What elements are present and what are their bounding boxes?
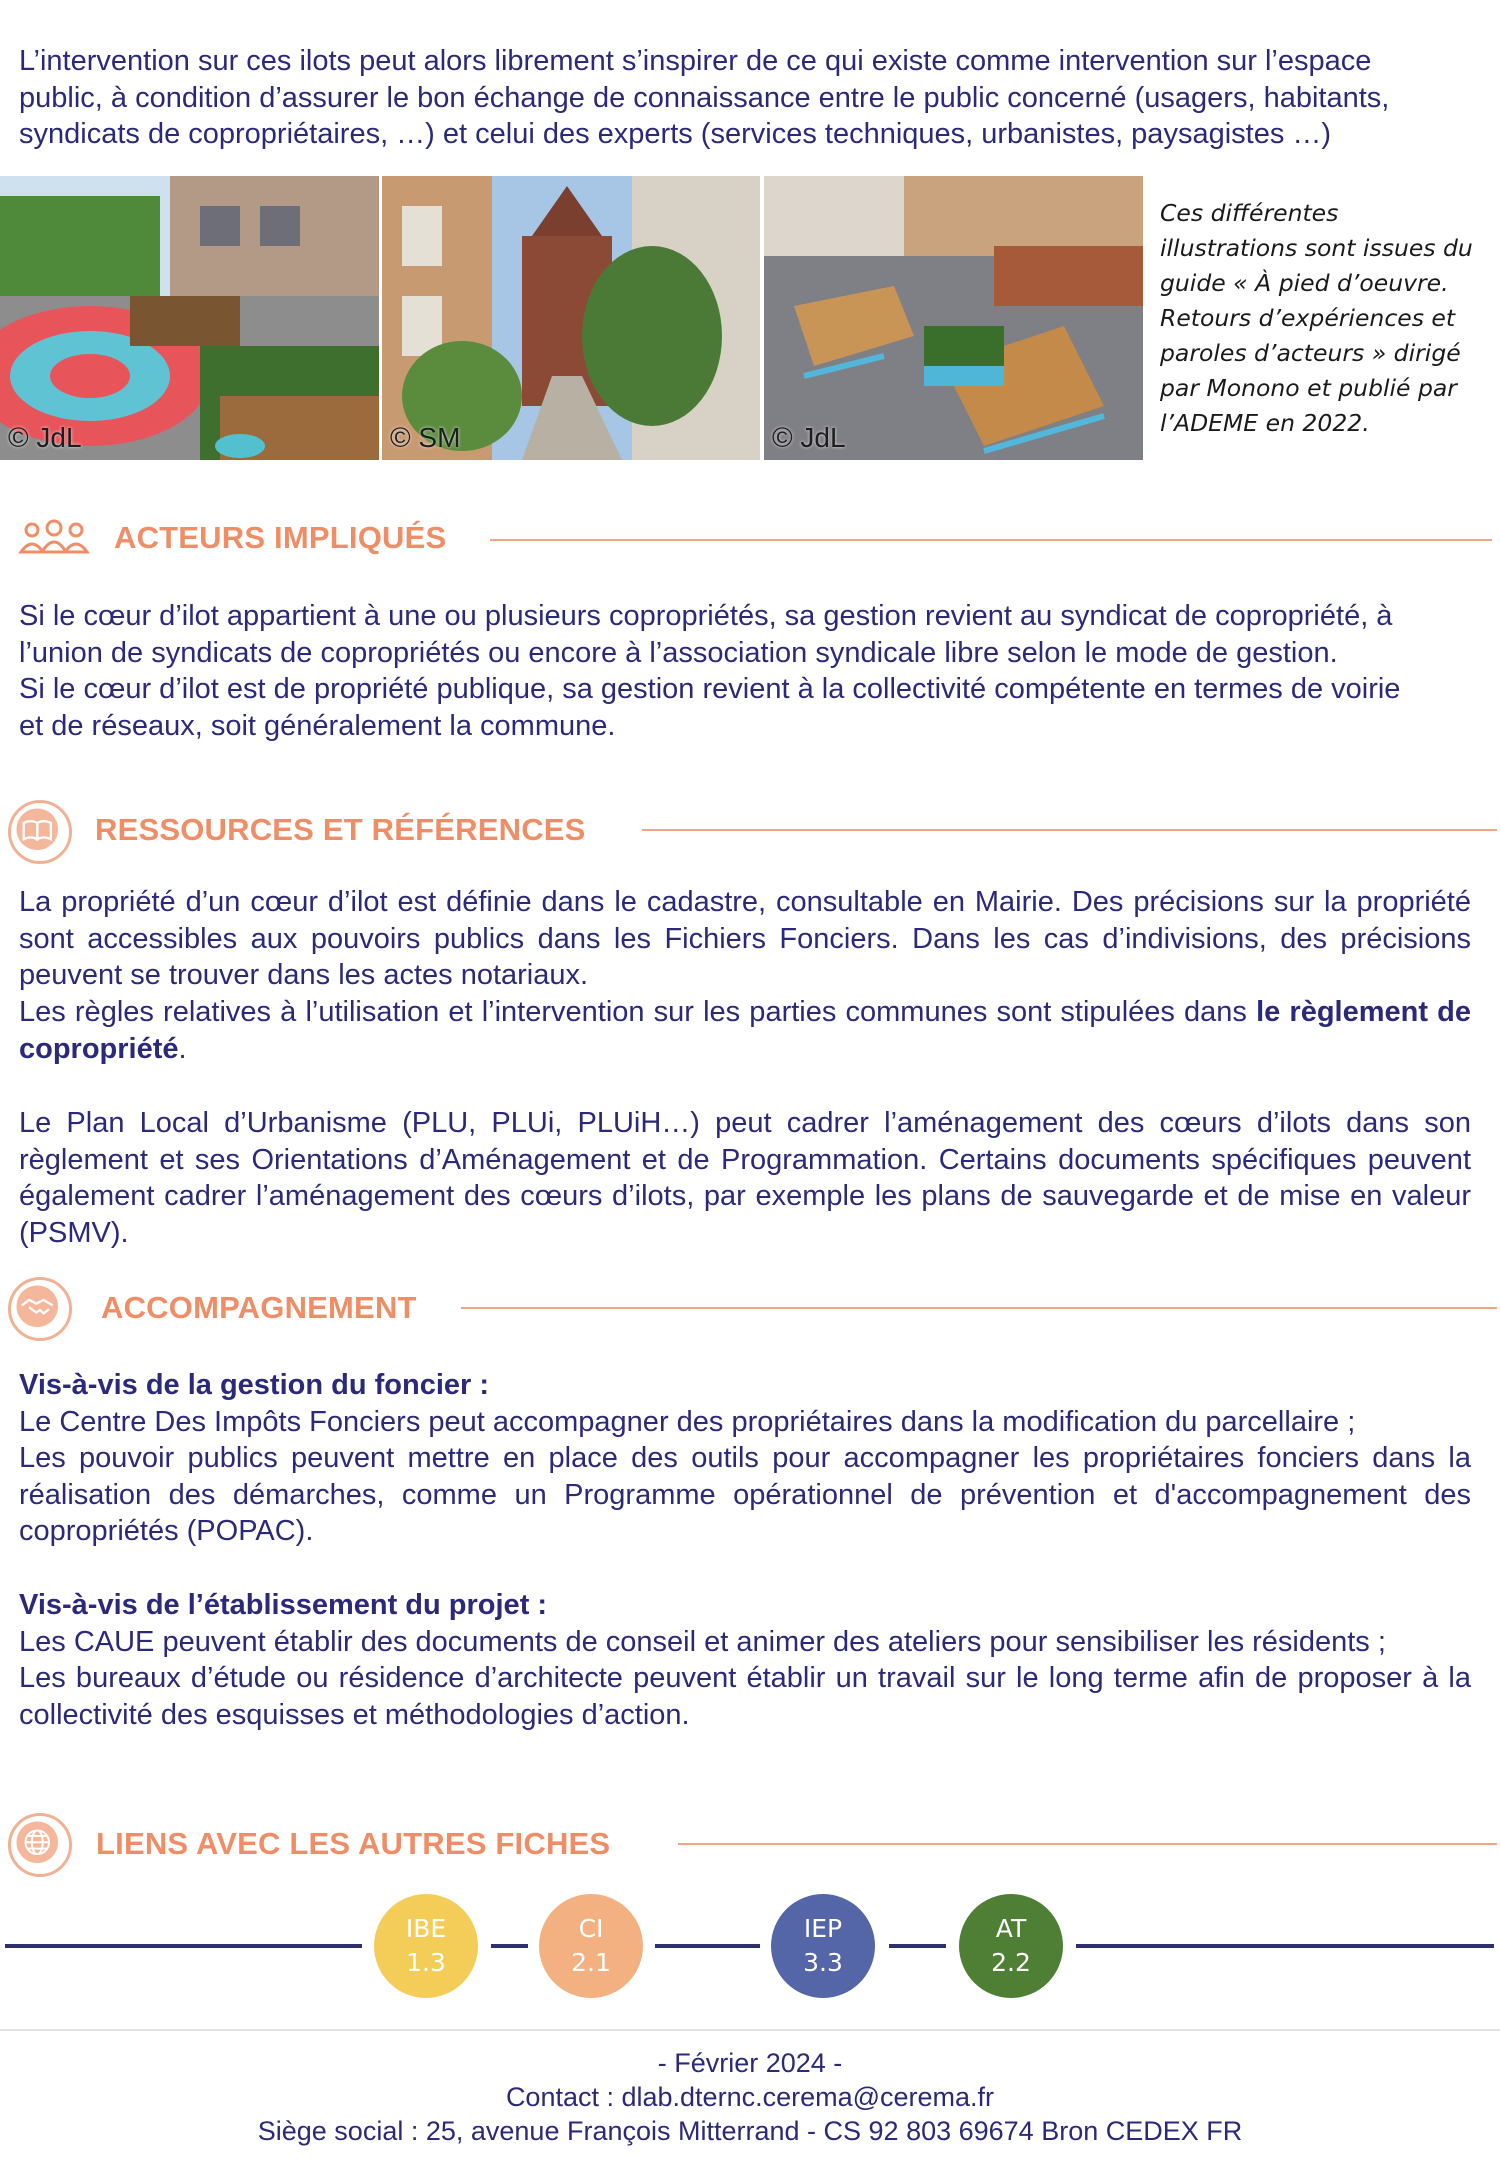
links-connector [1076,1944,1494,1948]
fiche-number: 3.3 [803,1948,843,1977]
section-title-liens: LIENS AVEC LES AUTRES FICHES [96,1826,611,1861]
caption-line: Ces différentes [1160,199,1339,227]
links-connector [655,1944,760,1948]
block-heading-foncier: Vis-à-vis de la gestion du foncier : [19,1369,490,1401]
footer-address: Siège social : 25, avenue François Mitterrand - CS 92 803 69674 Bron CEDEX FR [257,2116,1243,2146]
intro-line: public, à condition d’assurer le bon échange de connaissance entre le public concerné (usagers, habitants, [19,81,1390,114]
footer-contact: Contact : dlab.dternc.cerema@cerema.fr [505,2082,995,2112]
people-icon [18,518,90,558]
section-rule [461,1307,1497,1309]
links-connector [889,1944,946,1948]
link-fiche-iep[interactable] [771,1894,875,1998]
book-icon [8,800,72,864]
section-title-accompagnement: ACCOMPAGNEMENT [101,1290,417,1325]
caption-line: l’ADEME en 2022. [1160,409,1370,437]
fiche-code: AT [995,1914,1027,1943]
ressources-text: . [178,1032,187,1065]
photo-alley-church [382,176,760,460]
caption-line: guide « À pied d’oeuvre. [1160,269,1449,297]
caption-line: illustrations sont issues du [1160,234,1473,262]
section-title-ressources: RESSOURCES ET RÉFÉRENCES [95,812,586,847]
ressources-text: Les règles relatives à l’utilisation et l’intervention sur les parties communes sont stipulées dans [19,996,1257,1028]
section-rule [642,829,1497,831]
ressources-text: La propriété d’un cœur d’ilot est définie dans le cadastre, consultable en Mairie. Des précisions sur la propriété sont accessibles aux pouvoirs publics dans les Fichiers Fonciers. Dans les cas d’indivisions, des précisions peuvent se trouver dans les actes notariaux. [19,886,1471,991]
photo-wooden-loungers [764,176,1143,460]
acteurs-line: Si le cœur d’ilot est de propriété publique, sa gestion revient à la collectivité compétente en termes de voirie [19,673,1401,705]
acteurs-line: et de réseaux, soit généralement la commune. [19,709,616,742]
fiche-number: 1.3 [406,1948,446,1977]
fiche-code: IEP [803,1914,843,1943]
link-fiche-ibe[interactable] [374,1894,478,1998]
ressources-paragraph-2 [19,994,1471,1067]
photo-credit: © JdL [8,422,82,453]
footer-date: - Février 2024 - [657,2048,843,2078]
caption-line: Retours d’expériences et [1160,304,1456,332]
accompagnement-text: Les bureaux d’étude ou résidence d’architecte peuvent établir un travail sur le long terme afin de proposer à la collectivité des esquisses et méthodologies d’action. [19,1662,1471,1731]
link-fiche-ci[interactable] [539,1894,643,1998]
section-title-acteurs: ACTEURS IMPLIQUÉS [114,520,447,555]
globe-icon [8,1813,72,1877]
intro-paragraph [19,43,1471,153]
caption-line: paroles d’acteurs » dirigé [1160,339,1461,367]
links-connector [5,1944,362,1948]
accompagnement-block-foncier [19,1367,1471,1550]
photo-credit: © SM [390,422,461,453]
ressources-text: Le Plan Local d’Urbanisme (PLU, PLUi, PLUiH…) peut cadrer l’aménagement des cœurs d’ilots dans son règlement et ses Orientations d’Aménagement et de Programmation. Certains documents spécifiques peuvent également cadrer l’aménagement des cœurs d’ilots, par exemple les plans de sauvegarde et de mise en valeur (PSMV). [19,1107,1471,1249]
photo-street-painted-ground [0,176,379,460]
accompagnement-text: Les pouvoir publics peuvent mettre en place des outils pour accompagner les propriétaires fonciers dans la réalisation des démarches, comme un Programme opérationnel de prévention et d'accompagnement des copropriétés (POPAC). [19,1442,1471,1547]
section-rule [678,1843,1497,1845]
acteurs-line: Si le cœur d’ilot appartient à une ou plusieurs copropriétés, sa gestion revient au syndicat de copropriété, à [19,600,1393,632]
links-connector [491,1944,528,1948]
fiche-code: CI [578,1914,604,1943]
block-heading-projet: Vis-à-vis de l’établissement du projet : [19,1589,548,1621]
handshake-icon [8,1277,72,1341]
accompagnement-line: Les CAUE peuvent établir des documents de conseil et animer des ateliers pour sensibiliser les résidents ; [19,1625,1386,1658]
photo-caption [1160,196,1480,441]
intro-line: syndicats de copropriétaires, …) et celui des experts (services techniques, urbanistes, paysagistes …) [19,118,1332,150]
link-fiche-at[interactable] [959,1894,1063,1998]
accompagnement-block-projet [19,1587,1471,1733]
acteurs-line: l’union de syndicats de copropriétés ou encore à l’association syndicale libre selon le mode de gestion. [19,636,1338,669]
photo-credit: © JdL [772,422,846,453]
intro-line: L’intervention sur ces ilots peut alors librement s’inspirer de ce qui existe comme intervention sur l’espace [19,45,1372,77]
fiche-code: IBE [405,1914,447,1943]
caption-line: par Monono et publié par [1160,374,1457,402]
ressources-paragraph-3 [19,1105,1471,1251]
ressources-paragraph-1 [19,884,1471,994]
footer-divider [0,2029,1500,2031]
acteurs-paragraph [19,598,1471,744]
fiche-number: 2.1 [571,1948,611,1977]
fiche-number: 2.2 [991,1948,1031,1977]
section-rule [490,539,1492,541]
accompagnement-line: Le Centre Des Impôts Fonciers peut accompagner des propriétaires dans la modification du parcellaire ; [19,1405,1356,1438]
reglement-copropriete-emphasis: le règlement de copropriété [19,996,1471,1065]
